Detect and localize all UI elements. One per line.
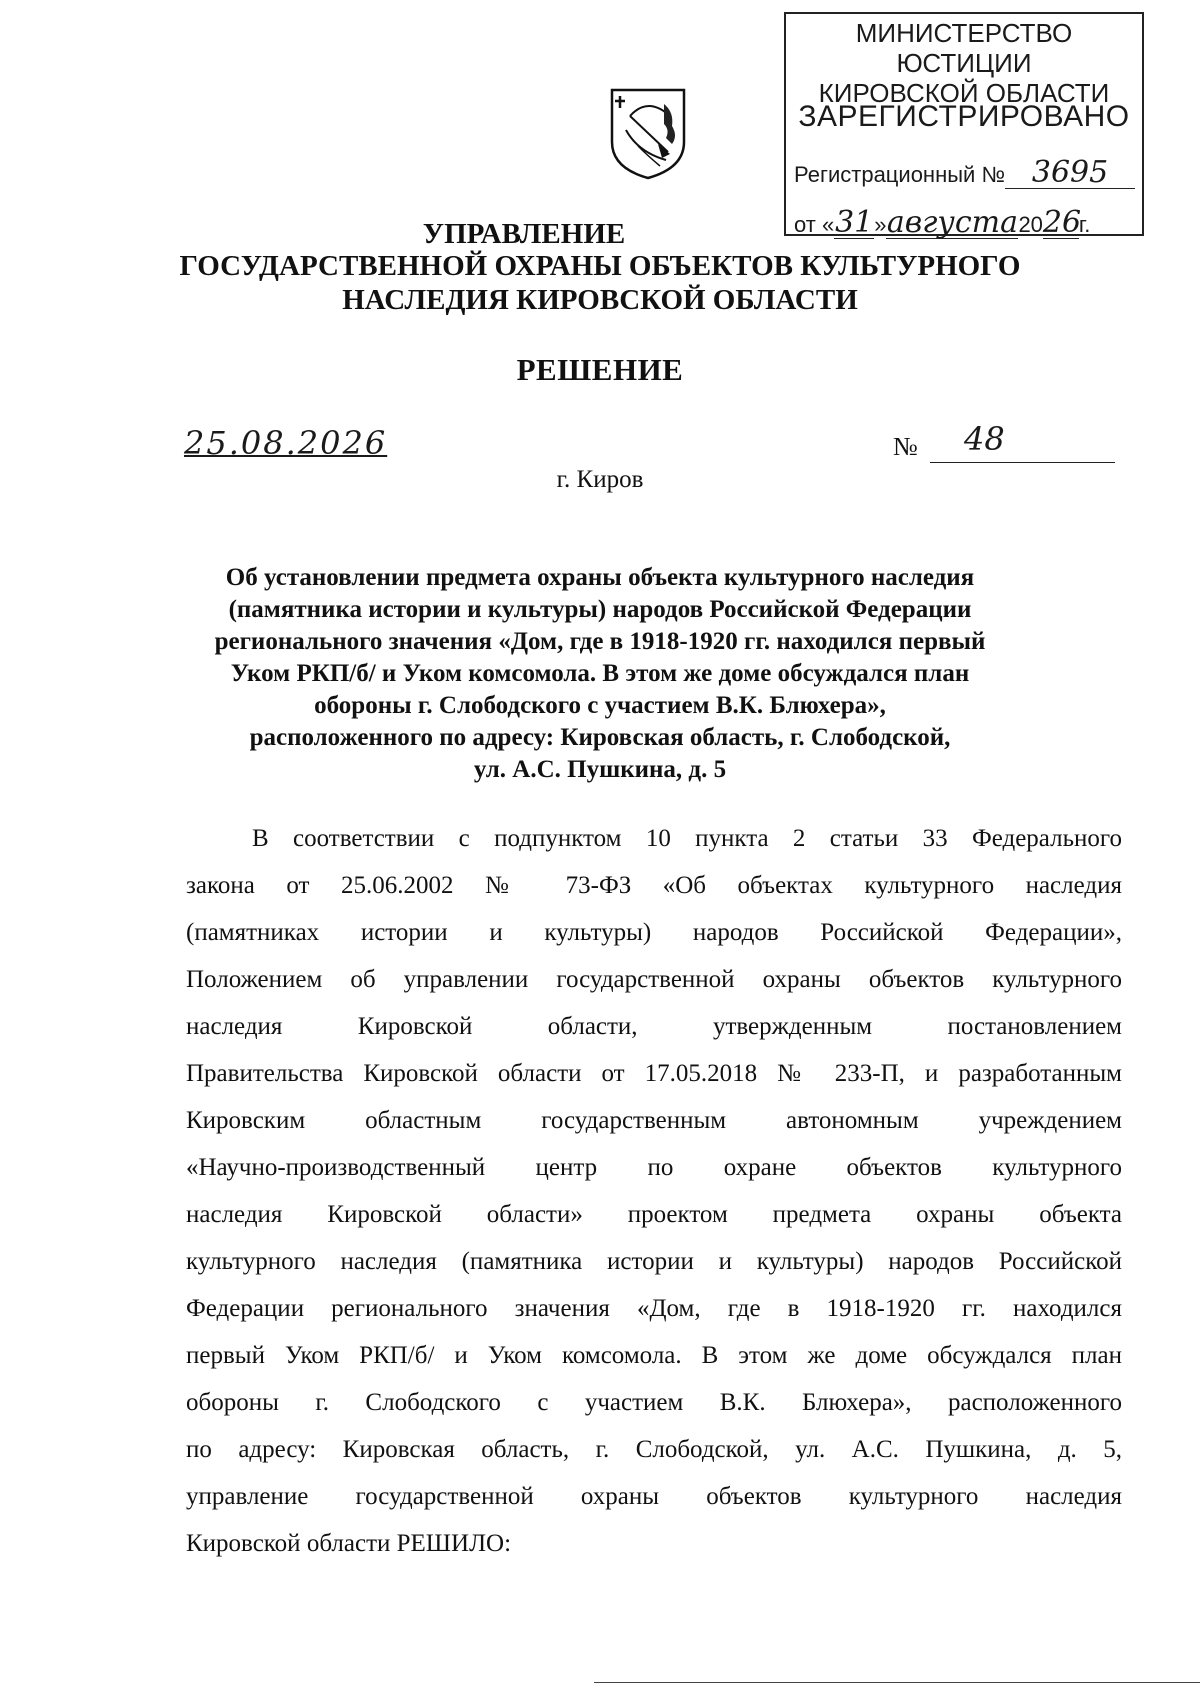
document-subject — [150, 562, 1050, 786]
document-date — [184, 424, 387, 462]
stamp-date-day: 31 — [835, 205, 874, 240]
body-line: Кировским областным государственным автономным учреждением — [186, 1107, 1122, 1134]
org-title-line2: ГОСУДАРСТВЕННОЙ ОХРАНЫ ОБЪЕКТОВ КУЛЬТУРНОГО — [179, 250, 1021, 282]
page-bottom-rule — [594, 1682, 1200, 1683]
stamp-regno-value: 3695 — [1031, 155, 1109, 190]
body-line: первый Уком РКП/б/ и Уком комсомола. В этом же доме обсуждался план — [186, 1342, 1122, 1369]
stamp-registration-number — [794, 155, 1135, 190]
body-line: наследия Кировской области» проектом предмета охраны объекта — [186, 1201, 1122, 1228]
org-title-line1: УПРАВЛЕНИЕ — [422, 218, 626, 250]
subject-line: Об установлении предмета охраны объекта культурного наследия — [225, 564, 975, 591]
subject-line: обороны г. Слободского с участием В.К. Блюхера», — [314, 692, 886, 719]
stamp-regno-label: Регистрационный № — [794, 162, 1006, 187]
body-line: (памятниках истории и культуры) народов Российской Федерации», — [186, 919, 1122, 946]
stamp-ministry-line1: МИНИСТЕРСТВО ЮСТИЦИИ — [855, 18, 1073, 78]
body-line: закона от 25.06.2002 № 73-ФЗ «Об объектах культурного наследия — [186, 872, 1122, 899]
body-line: Федерации регионального значения «Дом, где в 1918-1920 гг. находился — [186, 1295, 1122, 1322]
stamp-registered: ЗАРЕГИСТРИРОВАНО — [798, 100, 1130, 133]
body-line: «Научно-производственный центр по охране объектов культурного — [186, 1154, 1122, 1181]
stamp-ministry-line2: КИРОВСКОЙ ОБЛАСТИ — [818, 78, 1110, 108]
subject-line: регионального значения «Дом, где в 1918-1920 гг. находился первый — [214, 628, 986, 655]
stamp-ministry — [786, 18, 1142, 108]
document-number-label: № — [893, 432, 918, 461]
body-line: управление государственной охраны объектов культурного наследия — [186, 1483, 1122, 1510]
subject-line: (памятника истории и культуры) народов Российской Федерации — [228, 596, 972, 623]
stamp-date-mid: » — [874, 212, 887, 237]
subject-line: ул. А.С. Пушкина, д. 5 — [473, 756, 727, 783]
stamp-date-prefix: от « — [794, 212, 835, 237]
registration-stamp — [784, 12, 1144, 240]
body-line: В соответствии с подпунктом 10 пункта 2 статьи 33 Федерального — [252, 825, 1122, 852]
body-line: Правительства Кировской области от 17.05.2018 № 233-П, и разработанным — [186, 1060, 1122, 1087]
subject-line: Уком РКП/б/ и Уком комсомола. В этом же доме обсуждался план — [230, 660, 970, 687]
document-date-value: 25.08.2026 — [184, 424, 388, 462]
body-line: по адресу: Кировская область, г. Слободской, ул. А.С. Пушкина, д. 5, — [186, 1436, 1122, 1463]
document-city: г. Киров — [556, 466, 644, 493]
document-number-field — [930, 420, 1115, 463]
body-line: обороны г. Слободского с участием В.К. Блюхера», расположенного — [186, 1389, 1122, 1416]
document-number-value: 48 — [964, 420, 1005, 458]
stamp-date-year-prefix: 20 — [1018, 212, 1043, 237]
stamp-date-month: августа — [886, 205, 1018, 240]
kirov-coat-of-arms-icon — [608, 86, 688, 182]
body-line: Положением об управлении государственной охраны объектов культурного — [186, 966, 1122, 993]
stamp-date-year: 26 — [1042, 205, 1082, 240]
document-type-title: РЕШЕНИЕ — [516, 352, 684, 387]
org-title-line3: НАСЛЕДИЯ КИРОВСКОЙ ОБЛАСТИ — [342, 284, 858, 316]
body-line: наследия Кировской области, утвержденным постановлением — [186, 1013, 1122, 1040]
subject-line: расположенного по адресу: Кировская область, г. Слободской, — [249, 724, 951, 751]
stamp-date-suffix: г. — [1078, 212, 1091, 237]
document-body — [186, 815, 1122, 1567]
body-line: культурного наследия (памятника истории и культуры) народов Российской — [186, 1248, 1122, 1275]
body-line: Кировской области РЕШИЛО: — [186, 1530, 512, 1557]
